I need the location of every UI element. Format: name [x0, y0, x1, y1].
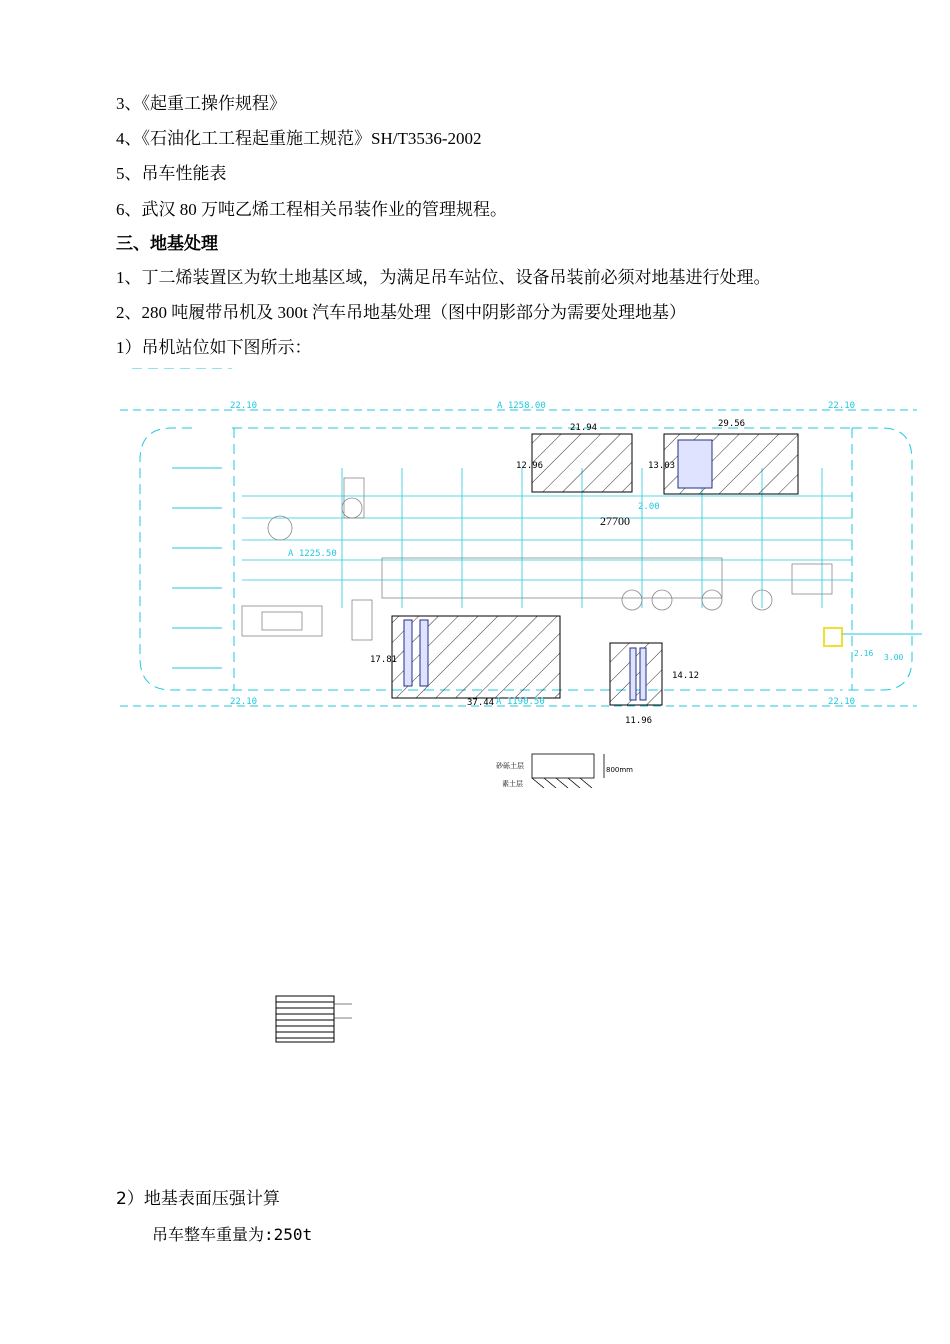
ref-3: 3、《起重工操作规程》: [116, 94, 286, 113]
dim-h3: 17.81: [370, 655, 398, 665]
paragraph-1: 1、丁二烯装置区为软土地基区域，为满足吊车站位、设备吊装前必须对地基进行处理。: [116, 268, 771, 287]
paragraph-2: 2、280 吨履带吊机及 300t 汽车吊地基处理（图中阴影部分为需要处理地基）: [116, 303, 686, 322]
soil-top-label: 砂砾土层: [496, 762, 524, 770]
ref-6: 6、武汉 80 万吨乙烯工程相关吊装作业的管理规程。: [116, 200, 507, 219]
dim-bot-right: 22.10: [828, 697, 856, 707]
side-dim-1: 2.16: [854, 649, 874, 658]
dim-h2: 13.03: [648, 461, 676, 471]
dim-h1: 12.96: [516, 461, 544, 471]
label-main: 27700: [600, 514, 630, 528]
ref-5: 5、吊车性能表: [116, 164, 227, 183]
dim-bot-left: 22.10: [230, 697, 258, 707]
dim-w1: 21.94: [570, 423, 598, 433]
dim-top-left: 22.10: [230, 401, 258, 411]
crane-position-plan-drawing: [112, 368, 932, 788]
soil-dim: 800mm: [606, 766, 633, 774]
crane-weight: 吊车整车重量为:250t: [152, 1225, 313, 1244]
subheading-pressure: 2）地基表面压强计算: [116, 1189, 280, 1209]
paragraph-3: 1）吊机站位如下图所示：: [116, 338, 312, 357]
dim-el-left: A 1225.50: [288, 549, 337, 559]
mini-hatched-detail: [258, 990, 358, 1046]
ref-4: 4、《石油化工工程起重施工规范》SH/T3536-2002: [116, 129, 482, 148]
dim-bot-mid: A 1190.50: [496, 697, 545, 707]
dim-w3: 37.44: [467, 698, 495, 708]
dim-w2: 29.56: [718, 419, 746, 429]
soil-bottom-label: 素土层: [502, 780, 523, 788]
section-heading: 三、地基处理: [116, 234, 218, 253]
dim-h4: 14.12: [672, 671, 700, 681]
dim-w4: 11.96: [625, 716, 653, 726]
dim-center: 2.00: [638, 502, 660, 512]
dim-top-right: 22.10: [828, 401, 856, 411]
dim-top-mid: A 1258.00: [497, 401, 546, 411]
side-dim-2: 3.00: [884, 653, 904, 662]
